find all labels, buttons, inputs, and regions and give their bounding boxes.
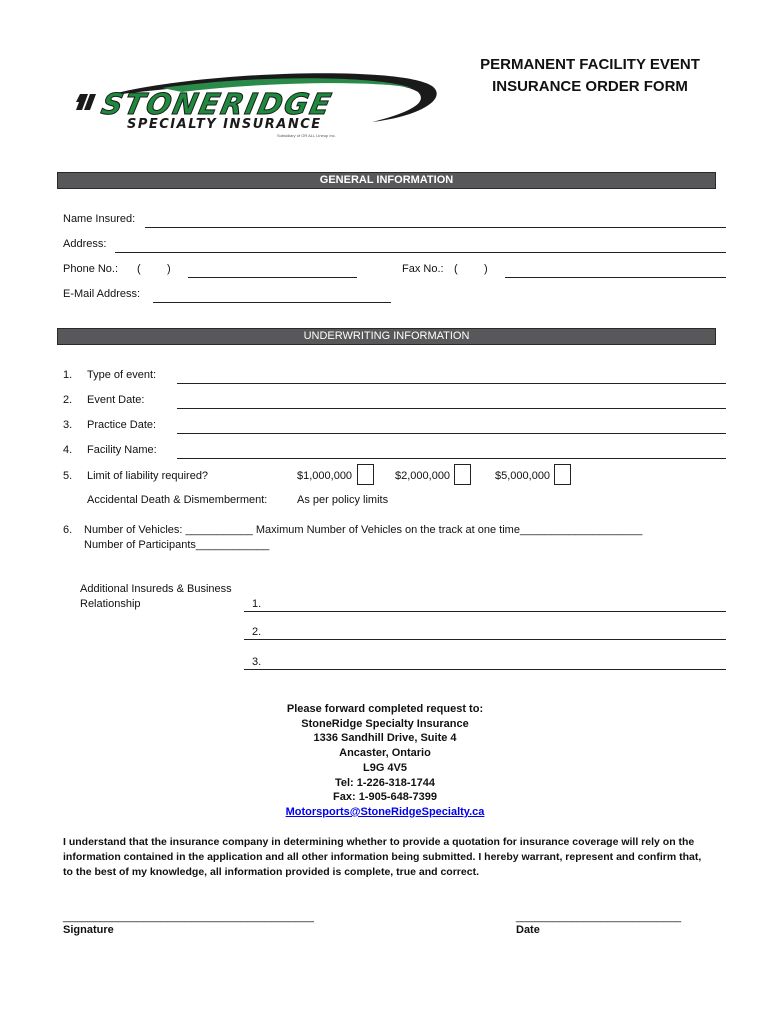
form-title-line1: PERMANENT FACILITY EVENT <box>480 56 700 73</box>
email-label: E-Mail Address: <box>63 288 141 300</box>
additional-row-number: 1. <box>252 598 262 610</box>
additional-row-number: 2. <box>252 626 262 638</box>
practice-date-label: Practice Date: <box>87 419 157 431</box>
contact-block <box>235 702 535 820</box>
phone-number-field[interactable] <box>188 263 357 278</box>
logo-name: STONERIDGE <box>98 87 336 121</box>
contact-intro: Please forward completed request to: <box>286 703 484 715</box>
additional-insured-field-3[interactable] <box>244 656 726 670</box>
name-insured-label: Name Insured: <box>63 213 136 225</box>
form-title-line2: INSURANCE ORDER FORM <box>492 78 688 95</box>
add-value: As per policy limits <box>297 494 389 506</box>
contact-street: 1336 Sandhill Drive, Suite 4 <box>313 732 457 745</box>
address-label: Address: <box>63 238 107 250</box>
date-line[interactable]: ___________________________ <box>516 911 682 923</box>
additional-insureds-label: Additional Insureds & Business <box>80 583 232 595</box>
email-field[interactable] <box>153 288 391 303</box>
general-information-heading: GENERAL INFORMATION <box>57 172 716 189</box>
event-date-field[interactable] <box>177 394 726 409</box>
liability-2m-label: $2,000,000 <box>395 470 451 482</box>
liability-2m-checkbox[interactable] <box>454 464 471 485</box>
facility-name-label: Facility Name: <box>87 444 157 456</box>
fax-label: Fax No.: <box>402 263 444 275</box>
contact-company: StoneRidge Specialty Insurance <box>301 717 469 730</box>
facility-name-field[interactable] <box>177 444 726 459</box>
fax-area-code-field[interactable] <box>460 263 482 277</box>
fax-area-open: ( <box>454 263 458 275</box>
phone-area-close: ) <box>167 263 171 275</box>
additional-row-number: 3. <box>252 656 262 668</box>
contact-city: Ancaster, Ontario <box>339 747 431 760</box>
add-label: Accidental Death & Dismemberment: <box>87 494 268 506</box>
additional-insured-field-2[interactable] <box>244 626 726 640</box>
participants-label: Number of Participants____________ <box>84 539 270 551</box>
name-insured-field[interactable] <box>145 213 726 228</box>
phone-area-code-field[interactable] <box>143 263 165 277</box>
liability-5m-label: $5,000,000 <box>495 470 551 482</box>
liability-5m-checkbox[interactable] <box>554 464 571 485</box>
signature-line[interactable]: _________________________________________ <box>63 911 314 923</box>
item-number: 5. <box>63 470 73 482</box>
event-date-label: Event Date: <box>87 394 145 406</box>
form-title <box>440 52 740 96</box>
address-field[interactable] <box>115 238 726 253</box>
type-of-event-label: Type of event: <box>87 369 157 381</box>
contact-tel: Tel: 1-226-318-1744 <box>334 776 436 789</box>
additional-insured-field-1[interactable] <box>244 598 726 612</box>
underwriting-information-heading: UNDERWRITING INFORMATION <box>57 328 716 345</box>
date-label: Date <box>516 924 540 936</box>
company-logo <box>72 72 442 152</box>
declaration-text: I understand that the insurance company in determining whether to provide a quotation for insurance coverage will rely on the information contained in the application and all other information being submitted. I hereby warrant, represent and confirm that, to the best of my knowledge, all information provided is complete, true and correct. <box>63 836 702 878</box>
item-number: 1. <box>63 369 73 381</box>
logo-subtext: Subsidiary of OR ALL Lineup Inc. <box>277 133 336 138</box>
phone-area-open: ( <box>137 263 141 275</box>
contact-email-link[interactable]: Motorsports@StoneRidgeSpecialty.ca <box>285 805 485 818</box>
item-number: 2. <box>63 394 73 406</box>
item-number: 6. <box>63 524 73 536</box>
fax-number-field[interactable] <box>505 263 726 278</box>
type-of-event-field[interactable] <box>177 369 726 384</box>
contact-fax: Fax: 1-905-648-7399 <box>333 791 437 804</box>
item-number: 3. <box>63 419 73 431</box>
item-number: 4. <box>63 444 73 456</box>
fax-area-close: ) <box>484 263 488 275</box>
practice-date-field[interactable] <box>177 419 726 434</box>
liability-1m-label: $1,000,000 <box>297 470 353 482</box>
liability-1m-checkbox[interactable] <box>357 464 374 485</box>
contact-postal: L9G 4V5 <box>362 761 408 774</box>
additional-insureds-label-line2: Relationship <box>80 598 141 610</box>
vehicles-label: Number of Vehicles: ___________ Maximum Number of Vehicles on the track at one time____________________ <box>84 524 643 536</box>
phone-label: Phone No.: <box>63 263 119 275</box>
limit-of-liability-label: Limit of liability required? <box>87 470 209 482</box>
signature-label: Signature <box>63 924 114 936</box>
logo-tagline: SPECIALTY INSURANCE <box>127 117 322 132</box>
